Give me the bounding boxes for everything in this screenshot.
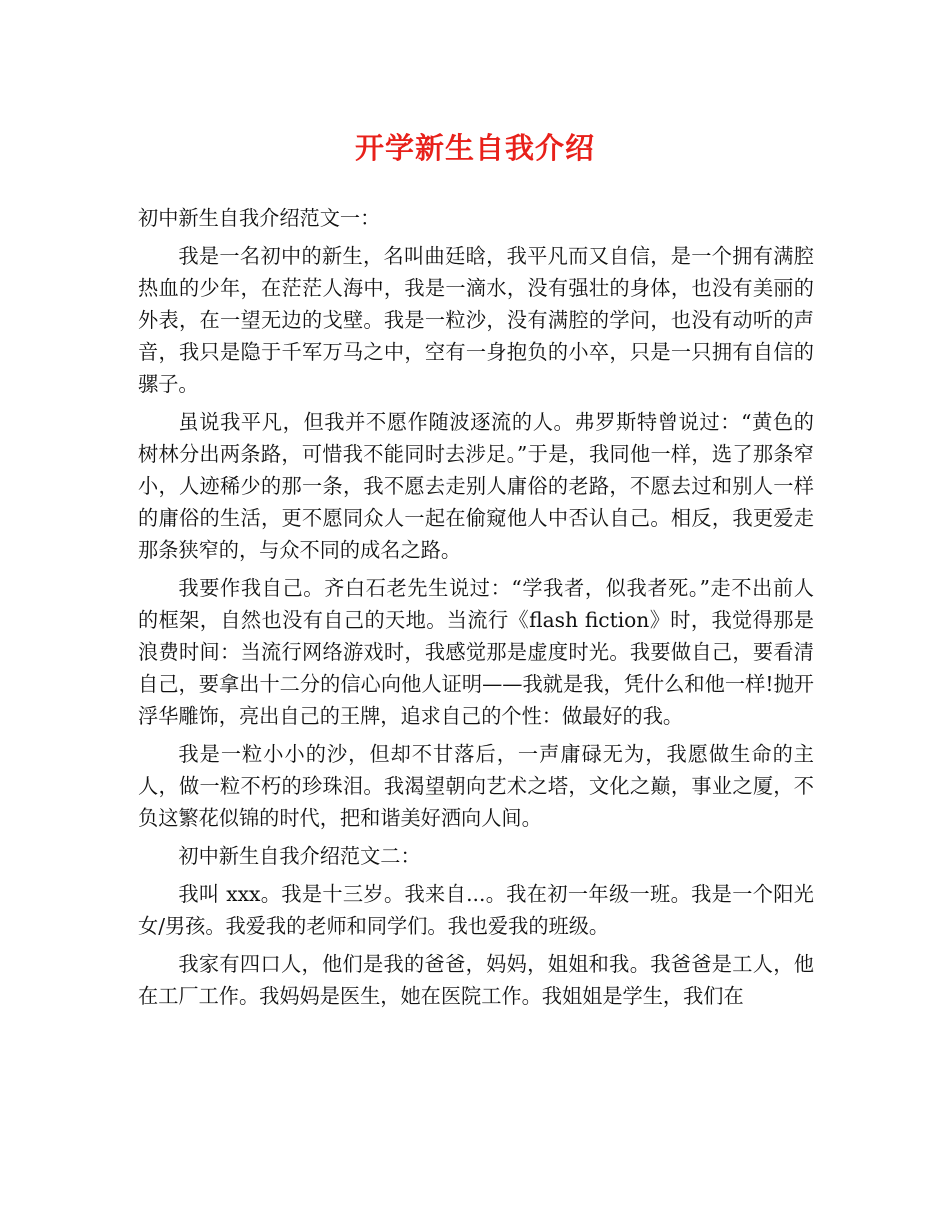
section-heading-2: 初中新生自我介绍范文二：	[178, 844, 421, 868]
paragraph: 我叫 xxx。我是十三岁。我来自...。我在初一年级一班。我是一个阳光女/男孩。我爱我的老师和同学们。我也爱我的班级。	[138, 882, 814, 938]
document-title: 开学新生自我介绍	[354, 131, 595, 165]
paragraph: 我家有四口人，他们是我的爸爸，妈妈，姐姐和我。我爸爸是工人，他在工厂工作。我妈妈是医生，她在医院工作。我姐姐是学生，我们在	[138, 952, 814, 1008]
paragraph: 我要作我自己。齐白石老先生说过：“学我者，似我者死。”走不出前人的框架，自然也没有自己的天地。当流行《flash fiction》时，我觉得那是浪费时间：当流行网络游戏时，我感觉那是虚度时光。我要做自己，要看清自己，要拿出十二分的信心向他人证明——我就是我，凭什么和他一样!抛开浮华雕饰，亮出自己的王牌，追求自己的个性：做最好的我。	[138, 576, 814, 728]
paragraph: 虽说我平凡，但我并不愿作随波逐流的人。弗罗斯特曾说过：“黄色的树林分出两条路，可惜我不能同时去涉足。”于是，我同他一样，选了那条窄小，人迹稀少的那一条，我不愿去走别人庸俗的老路，不愿去过和别人一样的庸俗的生活，更不愿同众人一起在偷窥他人中否认自己。相反，我更爱走那条狭窄的，与众不同的成名之路。	[138, 410, 814, 562]
paragraph: 我是一粒小小的沙，但却不甘落后，一声庸碌无为，我愿做生命的主人，做一粒不朽的珍珠泪。我渴望朝向艺术之塔，文化之巅，事业之厦，不负这繁花似锦的时代，把和谐美好洒向人间。	[138, 742, 814, 830]
paragraph: 我是一名初中的新生，名叫曲廷晗，我平凡而又自信，是一个拥有满腔热血的少年，在茫茫人海中，我是一滴水，没有强壮的身体，也没有美丽的外表，在一望无边的戈壁。我是一粒沙，没有满腔的学问，也没有动听的声音，我只是隐于千军万马之中，空有一身抱负的小卒，只是一只拥有自信的骡子。	[138, 244, 814, 396]
section-heading-1: 初中新生自我介绍范文一：	[138, 206, 381, 230]
document-body	[138, 202, 814, 1018]
